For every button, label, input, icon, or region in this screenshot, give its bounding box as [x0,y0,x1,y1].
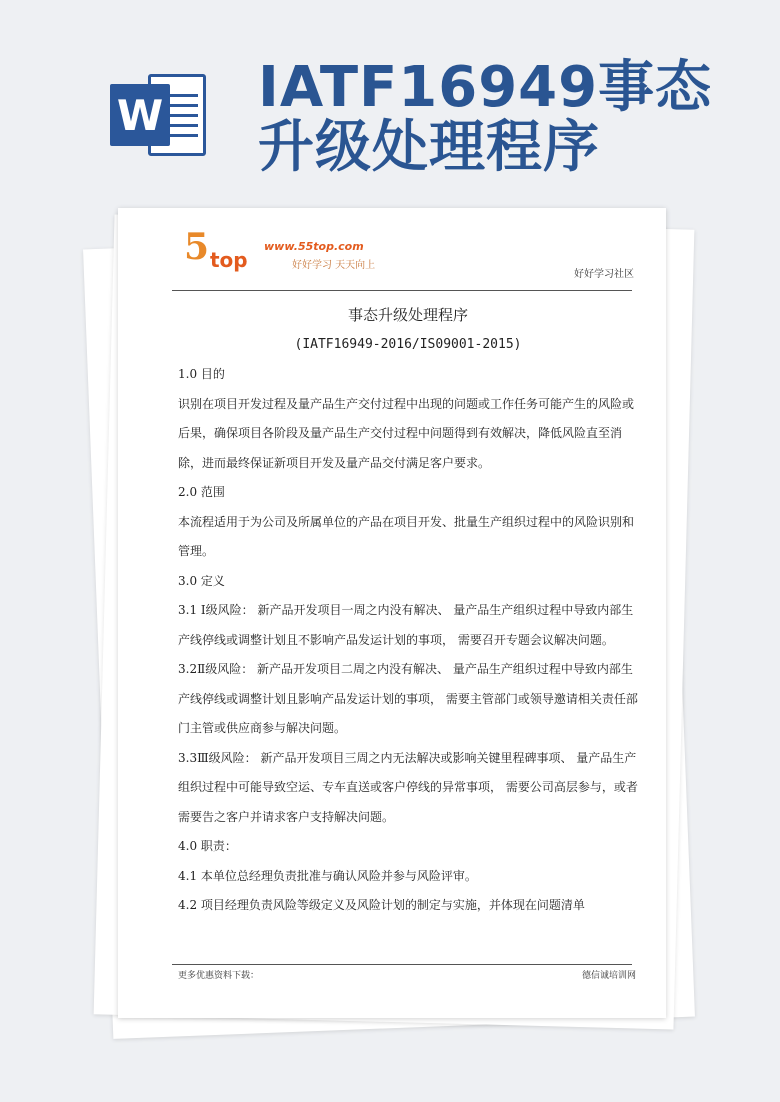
banner [0,0,780,200]
document-title: 事态升级处理程序 [347,306,468,324]
section-heading: 1.0 目的 [178,367,225,381]
paragraph: 3.3Ⅲ级风险： 新产品开发项目三周之内无法解决或影响关键里程碑事项、 量产品生产组织过程中可能导致空运、专车直送或客户停线的异常事项， 需要公司高层参与，或者需要告之客户并请求客户支持解决问题。 [178,750,638,824]
logo-mark-top: top [210,248,248,272]
header-divider [172,290,632,291]
document-subtitle: (IATF16949-2016/IS09001-2015) [294,337,522,352]
logo-mark-5: 5 [184,226,210,268]
paragraph: 本流程适用于为公司及所属单位的产品在项目开发、批量生产组织过程中的风险识别和管理。 [178,514,635,558]
word-document-icon [110,70,208,160]
logo-url: www.55top.com [264,240,364,253]
paragraph: 3.2Ⅱ级风险： 新产品开发项目二周之内没有解决、 量产品生产组织过程中导致内部生产线停线或调整计划且影响产品发运计划的事项， 需要主管部门或领导邀请相关责任部门主管或供应商参与解决问题。 [178,662,638,735]
banner-title: IATF16949事态升级处理程序 [258,55,713,180]
paragraph: 4.2 项目经理负责风险等级定义及风险计划的制定与实施，并体现在问题清单 [178,898,585,912]
document-body [178,296,638,921]
section-heading: 3.0 定义 [178,573,225,588]
word-icon-letter: W [110,84,170,146]
footer-left: 更多优惠资料下载： [178,971,260,981]
site-logo [184,226,384,278]
document-page [118,208,666,1018]
footer-right: 德信诚培训网 [581,971,636,981]
section-heading: 4.0 职责： [178,839,237,853]
paragraph: 4.1 本单位总经理负责批准与确认风险并参与风险评审。 [178,868,477,883]
footer-divider [172,964,632,965]
paragraph: 3.1 Ⅰ级风险： 新产品开发项目一周之内没有解决、 量产品生产组织过程中导致内部生产线停线或调整计划且不影响产品发运计划的事项， 需要召开专题会议解决问题。 [178,603,634,647]
paragraph: 识别在项目开发过程及量产品生产交付过程中出现的问题或工作任务可能产生的风险或后果，确保项目各阶段及量产品生产交付过程中问题得到有效解决，降低风险直至消除，进而最终保证新项目开发及量产品交付满足客户要求。 [178,396,635,470]
logo-slogan: 好好学习 天天向上 [292,260,376,271]
header-community-label: 好好学习社区 [574,269,634,280]
section-heading: 2.0 范围 [178,485,225,499]
